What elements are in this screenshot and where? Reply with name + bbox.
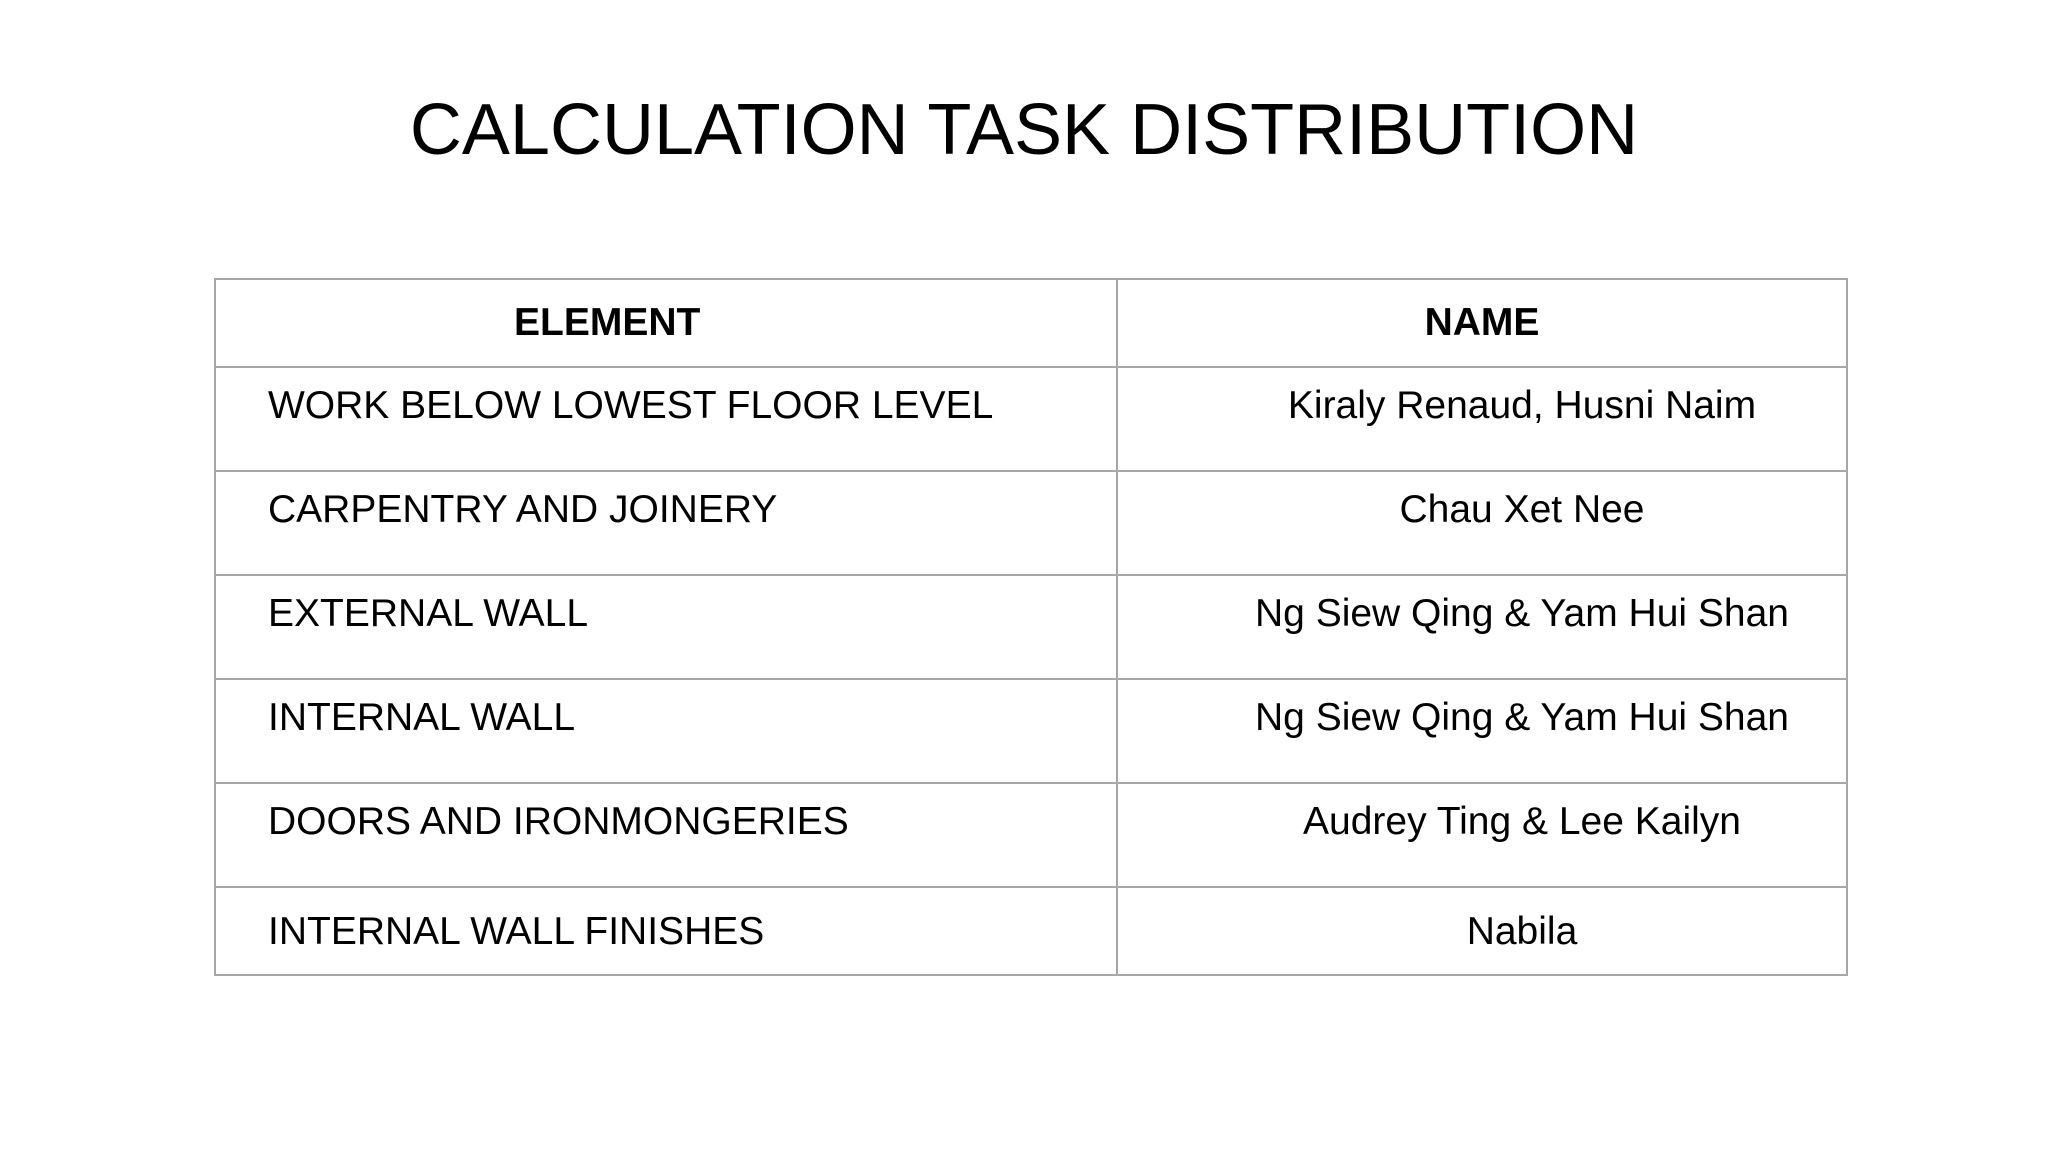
element-cell: INTERNAL WALL [215, 679, 1117, 783]
name-cell: Ng Siew Qing & Yam Hui Shan [1117, 575, 1847, 679]
table-row [215, 367, 1847, 471]
name-cell: Kiraly Renaud, Husni Naim [1117, 367, 1847, 471]
name-cell: Ng Siew Qing & Yam Hui Shan [1117, 679, 1847, 783]
task-table [214, 278, 1848, 976]
element-cell: EXTERNAL WALL [215, 575, 1117, 679]
table-row [215, 783, 1847, 887]
table-row [215, 679, 1847, 783]
name-cell: Chau Xet Nee [1117, 471, 1847, 575]
table-header-row [215, 279, 1847, 367]
column-header-name: NAME [1117, 279, 1847, 367]
element-cell: INTERNAL WALL FINISHES [215, 887, 1117, 975]
table-row [215, 887, 1847, 975]
table-row [215, 575, 1847, 679]
name-cell: Nabila [1117, 887, 1847, 975]
element-cell: WORK BELOW LOWEST FLOOR LEVEL [215, 367, 1117, 471]
column-header-element: ELEMENT [215, 279, 1117, 367]
element-cell: CARPENTRY AND JOINERY [215, 471, 1117, 575]
table-row [215, 471, 1847, 575]
page-title: CALCULATION TASK DISTRIBUTION [409, 90, 1639, 170]
element-cell: DOORS AND IRONMONGERIES [215, 783, 1117, 887]
name-cell: Audrey Ting & Lee Kailyn [1117, 783, 1847, 887]
